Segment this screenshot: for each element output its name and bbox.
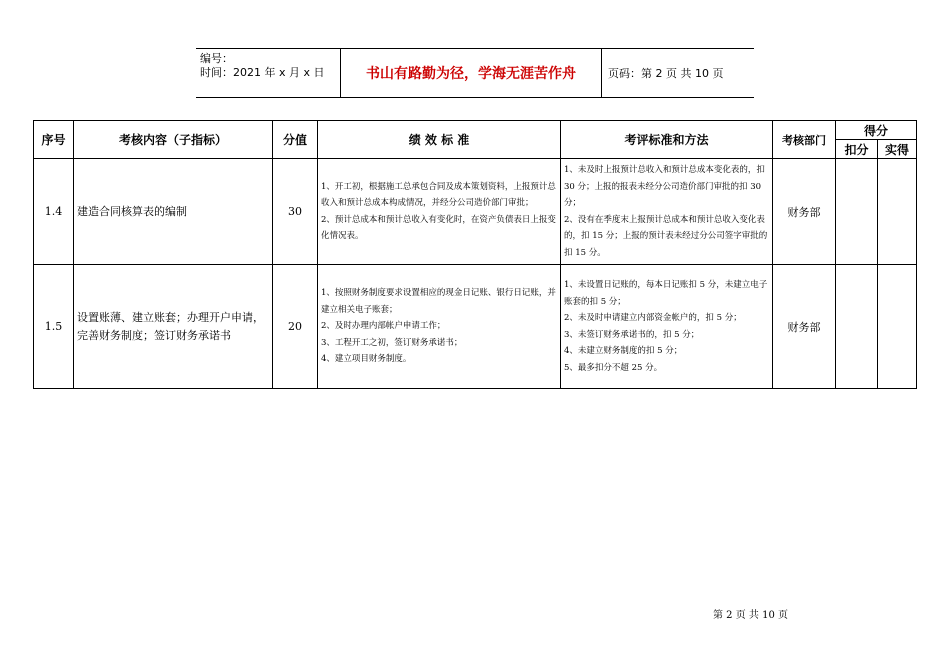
header-meta (200, 52, 325, 80)
row-dept: 财务部 (773, 159, 836, 265)
row-content: 设置账薄、建立账套；办理开户申请，完善财务制度；签订财务承诺书 (74, 265, 273, 389)
page-footer: 第 2 页 共 10 页 (713, 610, 788, 621)
row-actual (878, 265, 917, 389)
row-deduct (836, 159, 878, 265)
header-motto: 书山有路勤为径，学海无涯苦作舟 (366, 66, 576, 82)
header-row (34, 121, 917, 140)
row-score: 20 (273, 265, 318, 389)
row-seq: 1.4 (34, 159, 74, 265)
row-deduct (836, 265, 878, 389)
header-divider (601, 49, 602, 97)
row-dept: 财务部 (773, 265, 836, 389)
row-method: 1、未及时上报预计总收入和预计总成本变化表的，扣 30 分；上报的报表未经分公司造价部门审批的扣 30 分； 2、没有在季度末上报预计总成本和预计总收入变化表的，扣 15 分；上报的预计表未经过分公司签字审批的扣 15 分。 (561, 159, 773, 265)
row-standard: 1、按照财务制度要求设置相应的现金日记账、银行日记账，并建立相关电子账套； 2、及时办理内部帐户申请工作； 3、工程开工之初，签订财务承诺书； 4、建立项目财务制度。 (318, 265, 561, 389)
row-score: 30 (273, 159, 318, 265)
col-standard: 绩 效 标 准 (318, 121, 561, 159)
col-method: 考评标准和方法 (561, 121, 773, 159)
row-seq: 1.5 (34, 265, 74, 389)
assessment-table (33, 120, 917, 389)
col-dept: 考核部门 (773, 121, 836, 159)
row-content: 建造合同核算表的编制 (74, 159, 273, 265)
row-standard: 1、开工初，根据施工总承包合同及成本策划资料，上报预计总收入和预计总成本构成情况，并经分公司造价部门审批； 2、预计总成本和预计总收入有变化时，在资产负债表日上报变化情况表。 (318, 159, 561, 265)
header-page-info: 页码：第 2 页 共 10 页 (608, 67, 724, 80)
col-got: 得分 (836, 121, 917, 140)
row-actual (878, 159, 917, 265)
number-label: 编号： (200, 52, 233, 65)
time-label: 时间：2021 年 x 月 x 日 (200, 66, 325, 79)
row-method: 1、未设置日记账的，每本日记账扣 5 分，未建立电子账套的扣 5 分； 2、未及时申请建立内部资金帐户的，扣 5 分； 3、未签订财务承诺书的，扣 5 分； 4、未建立财务制度的扣 5 分； 5、最多扣分不超 25 分。 (561, 265, 773, 389)
table-row (34, 265, 917, 389)
col-seq: 序号 (34, 121, 74, 159)
table-row (34, 159, 917, 265)
col-content: 考核内容（子指标） (74, 121, 273, 159)
col-score: 分值 (273, 121, 318, 159)
col-actual: 实得 (878, 140, 917, 159)
col-deduct: 扣分 (836, 140, 878, 159)
document-header (196, 48, 754, 98)
